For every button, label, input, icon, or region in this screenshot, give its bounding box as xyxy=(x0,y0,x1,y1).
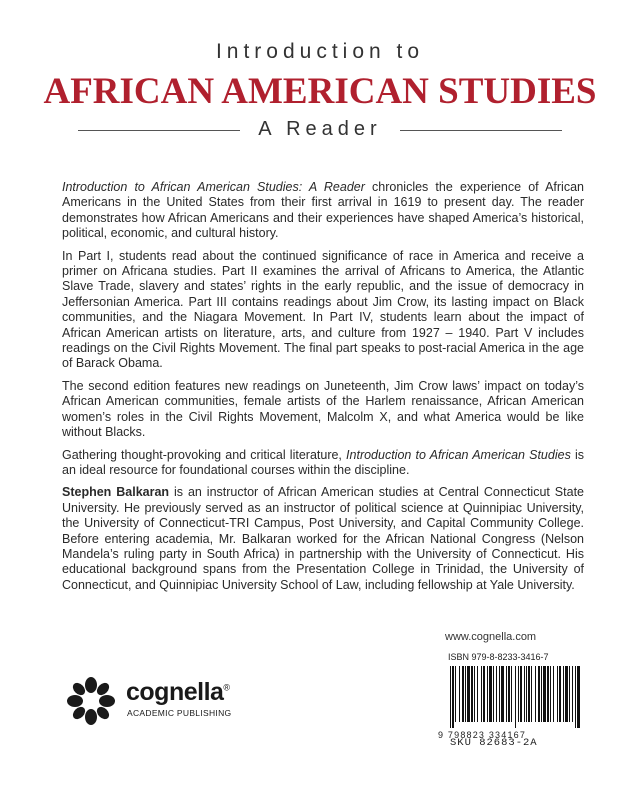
barcode-bar xyxy=(538,666,540,722)
paragraph-summary xyxy=(62,448,584,479)
barcode-bar xyxy=(499,666,500,722)
barcode xyxy=(430,652,584,748)
barcode-bar xyxy=(565,666,568,722)
barcode-bar xyxy=(547,666,549,722)
barcode-bar xyxy=(531,666,532,722)
barcode-number: 9 798823 334167 xyxy=(438,730,527,740)
barcode-bar xyxy=(489,666,492,722)
barcode-bar xyxy=(471,666,473,722)
sku: SKU 82683-2A xyxy=(450,737,538,749)
publisher-website: www.cognella.com xyxy=(445,631,537,643)
barcode-bar xyxy=(557,666,558,722)
barcode-bar xyxy=(483,666,485,722)
barcode-bar xyxy=(524,666,525,722)
back-cover-description xyxy=(62,180,584,600)
barcode-bar xyxy=(543,666,546,722)
barcode-bar xyxy=(553,666,554,722)
barcode-bar xyxy=(459,666,460,722)
barcode-bar xyxy=(511,666,512,722)
registered-mark: ® xyxy=(223,682,230,693)
barcode-bar xyxy=(487,666,488,722)
barcode-bar xyxy=(535,666,536,722)
book-title-italic: Introduction to African American Studies: A Reader xyxy=(62,180,365,194)
barcode-bar xyxy=(455,666,456,722)
barcode-bar xyxy=(572,666,573,722)
subtitle-row xyxy=(78,118,562,144)
barcode-bar xyxy=(474,666,475,722)
barcode-bar xyxy=(493,666,494,722)
barcode-bar xyxy=(465,666,466,722)
paragraph-second-edition: The second edition features new readings on Juneteenth, Jim Crow laws’ impact on today’s African American communities, female artists of the Harlem renaissance, African American women’s roles in the Civil Rights Movement, Malcolm X, and what America would be like without Blacks. xyxy=(62,378,584,440)
isbn: ISBN 979-8-8233-3416-7 xyxy=(448,652,549,662)
publisher-tagline: ACADEMIC PUBLISHING xyxy=(127,708,232,718)
paragraph-text: is an instructor of African American studies at Central Connecticut State University. He previously served as an instructor of political science at Quinnipiac University, the University of Connecticut-TRI Campus, Post University, and Capital Community College. Before entering academia, Mr. Balkaran worked for the African National Congress (Nelson Mandela’s ruling party in South Africa) in partnership with the University of Connecticut. His educational background spans from the Presentation College in Trinidad, the University of Connecticut, and Quinnipiac University School of Law, including fellowship at Yale University. xyxy=(62,485,584,592)
author-name: Stephen Balkaran xyxy=(62,485,170,500)
publisher-name xyxy=(126,678,230,707)
barcode-bar xyxy=(541,666,542,722)
paragraph-text: Gathering thought-provoking and critical literature, xyxy=(62,447,347,462)
paragraph-parts: In Part I, students read about the continued significance of race in America and receive a primer on Africana studies. Part II examines the arrival of Africans to America, the Atlantic Slave Trade, slavery and states’ rights in the early republic, and the issue of democracy in Jeffersonian America. Part III contains readings about Jim Crow, its lasting impact on Black communities, and the Niagara Movement. In Part IV, students learn about the impact of African American artists on literature, arts, and culture from 1927 – 1940. Part V includes readings on the Civil Rights Movement. The final part speaks to post-racial America in the age of Barack Obama. xyxy=(62,248,584,371)
cognella-logo-icon xyxy=(64,676,118,726)
barcode-bar xyxy=(450,666,451,728)
barcode-bar xyxy=(526,666,527,722)
barcode-bars xyxy=(448,666,582,728)
barcode-bar xyxy=(569,666,570,722)
barcode-bar xyxy=(528,666,530,722)
barcode-bar xyxy=(462,666,464,722)
publisher-name-text: cognella xyxy=(126,678,224,706)
barcode-bar xyxy=(518,666,519,722)
barcode-bar xyxy=(452,666,454,728)
barcode-bar xyxy=(563,666,564,722)
pre-title: Introduction to xyxy=(215,40,425,63)
barcode-bar xyxy=(550,666,551,722)
barcode-bar xyxy=(501,666,504,722)
paragraph-overview xyxy=(62,180,584,242)
barcode-bar xyxy=(520,666,522,722)
book-title-italic: Introduction to African American Studies xyxy=(346,447,571,462)
barcode-bar xyxy=(559,666,561,722)
barcode-bar xyxy=(496,666,497,722)
paragraph-author-bio xyxy=(62,485,584,593)
barcode-bar xyxy=(481,666,482,722)
barcode-bar xyxy=(477,666,478,722)
barcode-bar xyxy=(575,666,576,728)
barcode-bar xyxy=(506,666,507,722)
book-title: AFRICAN AMERICAN STUDIES xyxy=(43,71,597,112)
subtitle-rule-right xyxy=(400,130,562,131)
barcode-bar xyxy=(508,666,510,722)
paragraph-text: chronicles the experience of African Americans in the United States from their first arrival in 1619 to present day. The reader demonstrates how African Americans and their experiences have shaped America’s historical, political, economic, and cultural history. xyxy=(62,180,584,241)
subtitle: A Reader xyxy=(258,118,382,140)
paragraph-text: is an ideal resource for foundational courses within the discipline. xyxy=(62,447,584,477)
barcode-bar xyxy=(577,666,580,728)
barcode-bar xyxy=(515,666,516,728)
barcode-bar xyxy=(467,666,470,722)
publisher-logo xyxy=(64,676,264,726)
